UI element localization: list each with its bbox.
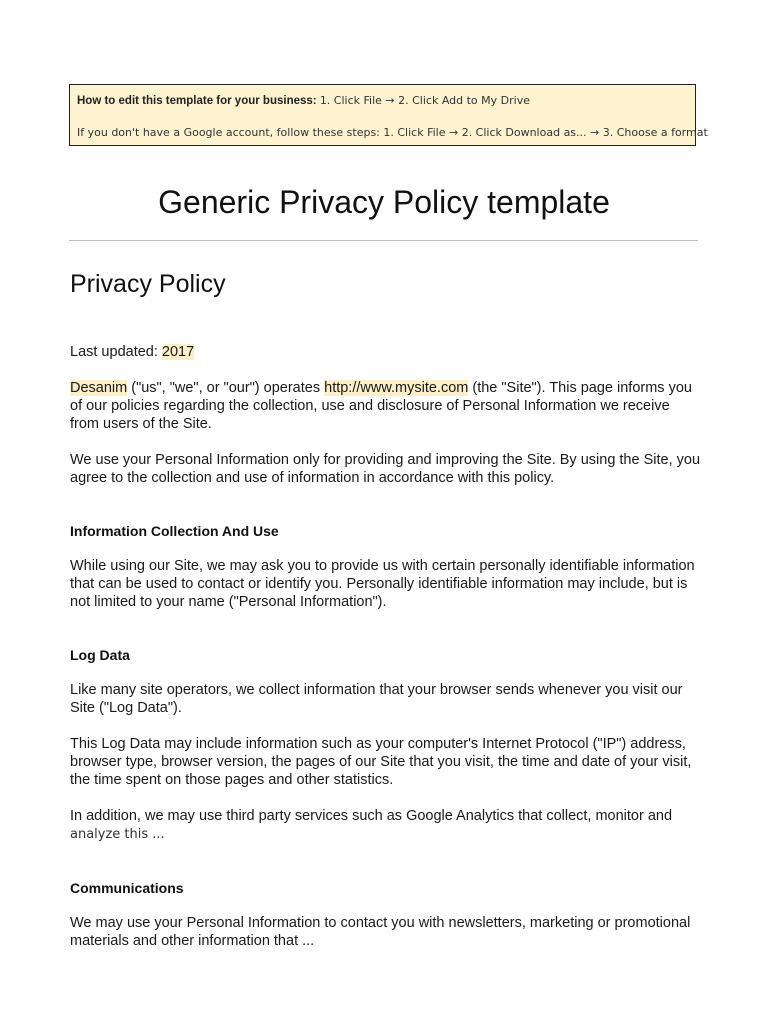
log-data-paragraph-3-text: In addition, we may use third party services such as Google Analytics that collect, monitor and <box>70 808 673 824</box>
last-updated <box>70 343 702 361</box>
intro-text-b: (the "Site"). This page informs you of our policies regarding the collection, use and disclosure of Personal Information we receive from users of the Site. <box>70 380 692 432</box>
section-heading-info-collection: Information Collection And Use <box>70 523 279 539</box>
policy-heading: Privacy Policy <box>70 270 226 298</box>
communications-paragraph: We may use your Personal Information to contact you with newsletters, marketing or promotional materials and other information that ... <box>70 915 691 949</box>
policy-content <box>70 266 702 950</box>
title-divider <box>69 240 698 241</box>
log-data-paragraph-1: Like many site operators, we collect information that your browser sends whenever you visit our Site ("Log Data"). <box>70 682 683 716</box>
usage-paragraph: We use your Personal Information only for providing and improving the Site. By using the Site, you agree to the collection and use of information in accordance with this policy. <box>70 452 701 486</box>
company-name: Desanim <box>70 380 128 396</box>
site-url-link[interactable]: http://www.mysite.com <box>324 380 469 396</box>
last-updated-value: 2017 <box>161 344 195 360</box>
log-data-paragraph-3 <box>70 807 702 844</box>
instructions-label: How to edit this template for your business: <box>77 95 317 107</box>
instructions-alternative: If you don't have a Google account, follow these steps: 1. Click File → 2. Click Download as... → 3. Choose a format <box>77 126 708 139</box>
log-data-paragraph-2: This Log Data may include information such as your computer's Internet Protocol ("IP") address, browser type, browser version, the pages of our Site that you visit, the time and date of your visit, the time spent on those pages and other statistics. <box>70 736 692 788</box>
instructions-line-1 <box>77 93 688 109</box>
last-updated-label: Last updated: <box>70 344 158 360</box>
intro-paragraph <box>70 379 702 433</box>
template-instructions-box <box>69 84 708 146</box>
info-collection-paragraph: While using our Site, we may ask you to provide us with certain personally identifiable information that can be used to contact or identify you. Personally identifiable information may include, but is not limited to your name ("Personal Information"). <box>70 558 695 610</box>
section-heading-communications: Communications <box>70 880 184 896</box>
document-title: Generic Privacy Policy template <box>158 184 610 220</box>
section-heading-log-data: Log Data <box>70 647 130 663</box>
instructions-line-2 <box>77 125 708 141</box>
instructions-steps: 1. Click File → 2. Click Add to My Drive <box>319 94 530 107</box>
intro-text-a: ("us", "we", or "our") operates <box>127 380 325 396</box>
log-data-paragraph-3-truncated: analyze this ... <box>70 827 165 842</box>
